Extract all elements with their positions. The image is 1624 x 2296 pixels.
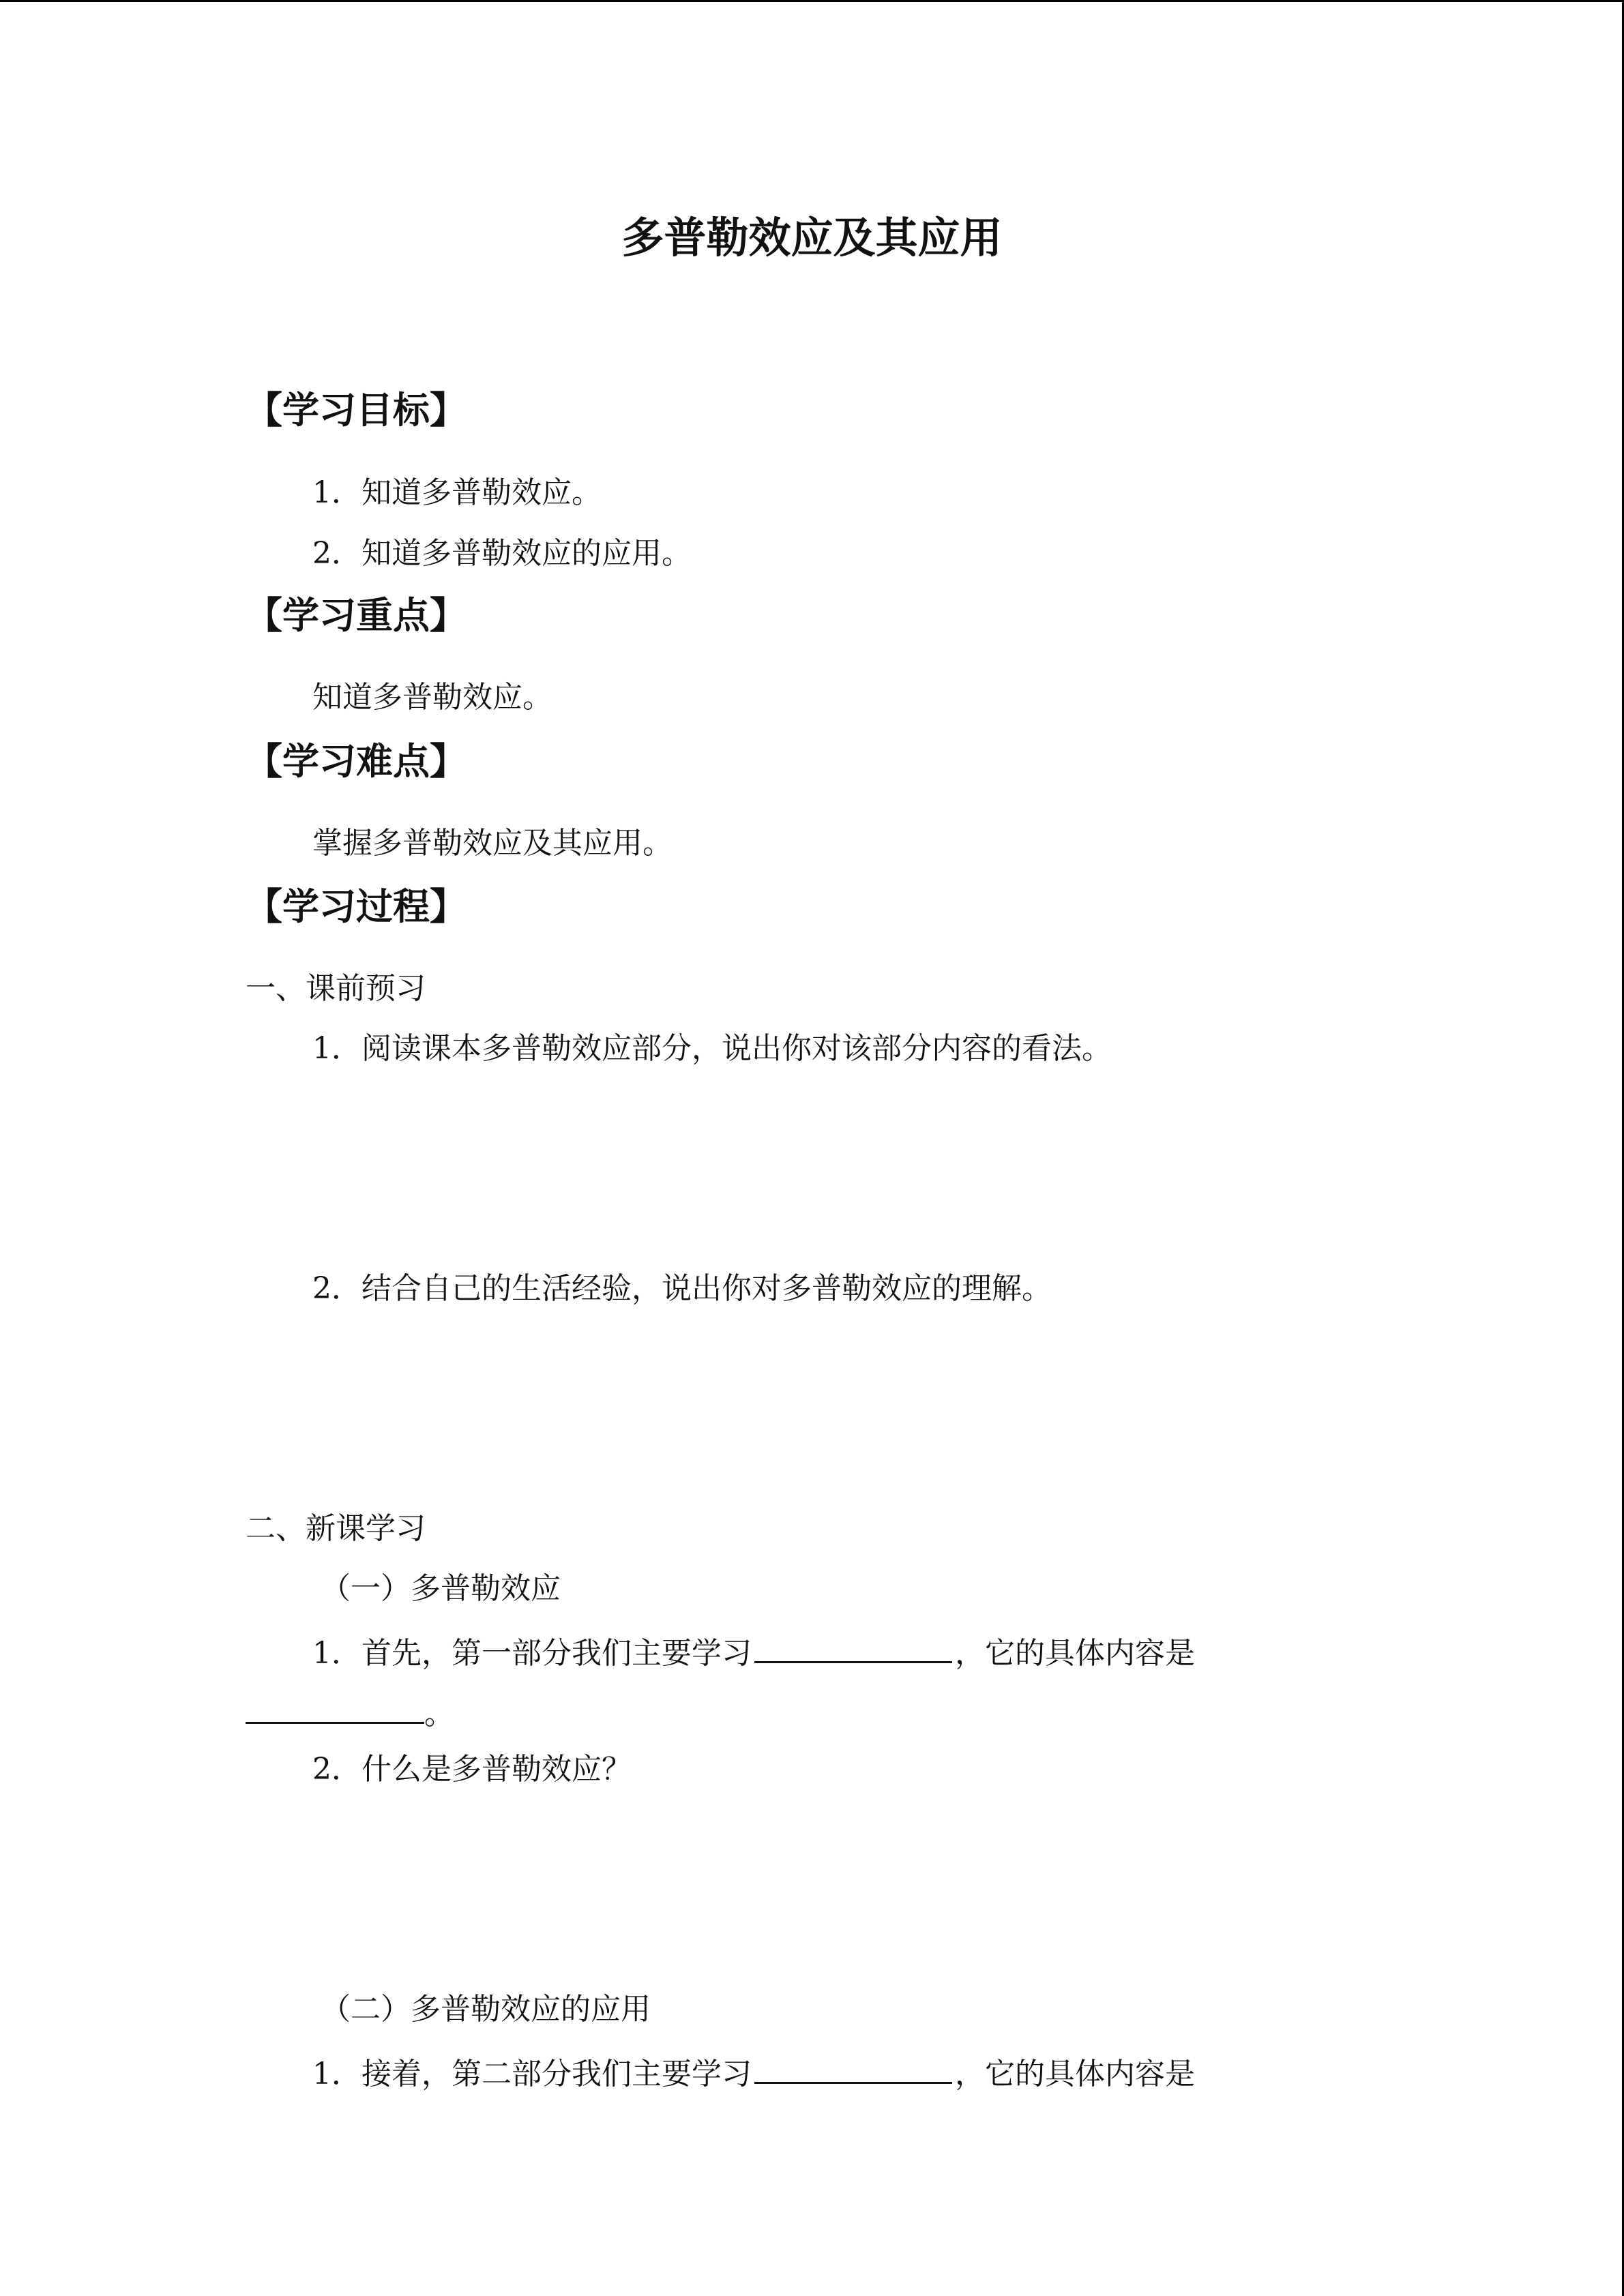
part1-q1-end: 。 (424, 1697, 454, 1731)
part2-q1-blank-1[interactable] (754, 2055, 952, 2084)
part1-q1-blank-1[interactable] (754, 1634, 952, 1663)
objectives-heading: 【学习目标】 (246, 389, 467, 432)
process-heading: 【学习过程】 (246, 885, 467, 928)
objective-item-2: 2．知道多普勒效应的应用。 (312, 536, 692, 571)
new-lesson-heading: 二、新课学习 (246, 1511, 426, 1546)
difficulties-text: 掌握多普勒效应及其应用。 (312, 826, 673, 861)
part1-question-1 (312, 1634, 1195, 1669)
page-title: 多普勒效应及其应用 (621, 213, 1003, 263)
key-points-heading: 【学习重点】 (246, 594, 467, 637)
part1-q1-prefix: 1．首先，第一部分我们主要学习 (312, 1636, 752, 1671)
part1-heading: （一）多普勒效应 (321, 1571, 561, 1606)
part2-question-1 (312, 2055, 1195, 2089)
part2-heading: （二）多普勒效应的应用 (321, 1992, 651, 2027)
part1-q1-suffix: ，它的具体内容是 (955, 1636, 1195, 1671)
part1-q1-blank-2[interactable] (246, 1695, 424, 1724)
preview-item-2: 2．结合自己的生活经验，说出你对多普勒效应的理解。 (312, 1271, 1052, 1306)
part1-question-2: 2．什么是多普勒效应？ (312, 1752, 632, 1787)
preview-heading: 一、课前预习 (246, 971, 426, 1006)
part2-q1-suffix: ，它的具体内容是 (955, 2057, 1195, 2091)
preview-item-1: 1．阅读课本多普勒效应部分，说出你对该部分内容的看法。 (312, 1031, 1112, 1066)
objective-item-1: 1．知道多普勒效应。 (312, 475, 602, 510)
part1-question-1-continued (246, 1695, 454, 1729)
part2-q1-prefix: 1．接着，第二部分我们主要学习 (312, 2057, 752, 2091)
key-points-text: 知道多普勒效应。 (312, 680, 552, 715)
difficulties-heading: 【学习难点】 (246, 740, 467, 783)
